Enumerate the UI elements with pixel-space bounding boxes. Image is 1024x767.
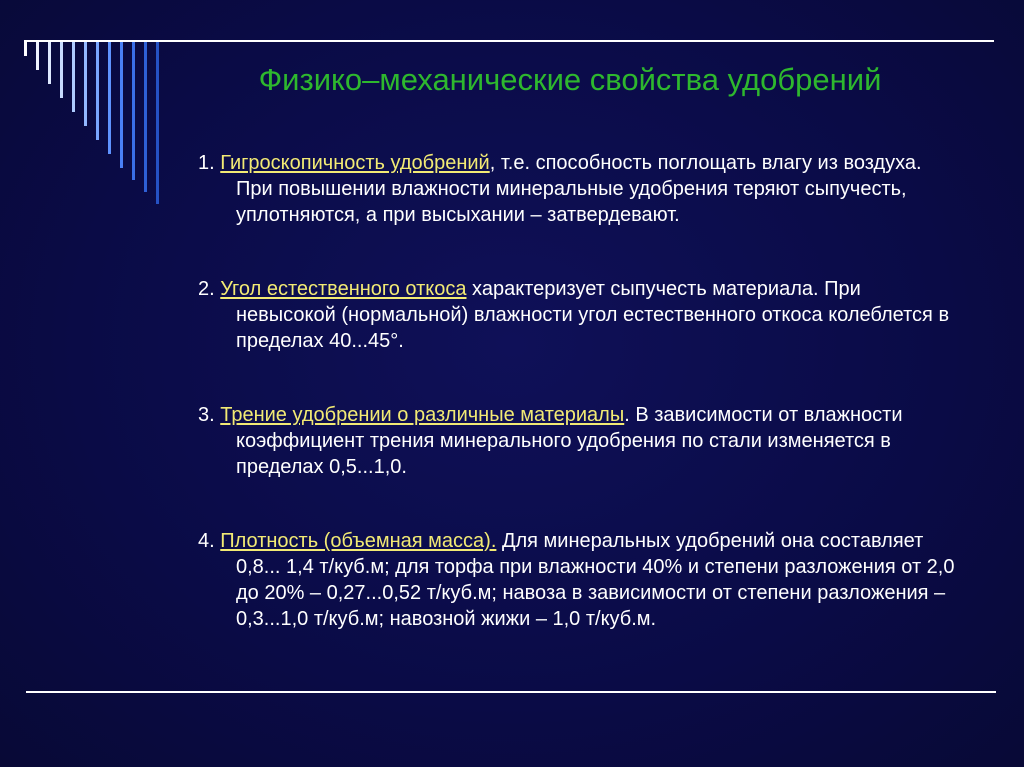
item-text: . В зависимости от влажности коэффициент трения минерального удобрения по стали изменяется в пределах 0,5...1,0. xyxy=(236,404,903,478)
bottom-divider xyxy=(26,691,996,693)
top-divider xyxy=(26,40,994,42)
item-term: Гигроскопичность удобрений xyxy=(220,152,490,174)
item-number: 2. xyxy=(198,278,221,300)
list-item xyxy=(198,276,958,354)
item-number: 4. xyxy=(198,530,221,552)
item-number: 1. xyxy=(198,152,221,174)
item-number: 3. xyxy=(198,404,221,426)
list-item xyxy=(198,150,958,228)
list-item xyxy=(198,402,958,480)
item-term: Трение удобрении о различные материалы xyxy=(220,404,625,426)
list-item xyxy=(198,528,958,632)
item-text: , т.е. способность поглощать влагу из воздуха. При повышении влажности минеральные удобрения теряют сыпучесть, уплотняются, а при высыхании – затвердевают. xyxy=(236,152,922,226)
item-term: Плотность (объемная масса). xyxy=(220,530,497,552)
content-list xyxy=(198,150,958,680)
item-term: Угол естественного откоса xyxy=(220,278,467,300)
item-text: характеризует сыпучесть материала. При невысокой (нормальной) влажности угол естественного откоса колеблется в пределах 40...45°. xyxy=(236,278,950,352)
item-text: Для минеральных удобрений она составляет 0,8... 1,4 т/куб.м; для торфа при влажности 40% и степени разложения от 2,0 до 20% – 0,27...0,52 т/куб.м; навоза в зависимости от степени разложения – 0,3...1,0 т/куб.м; навозной жижи – 1,0 т/куб.м. xyxy=(236,530,955,630)
decorative-stripes xyxy=(0,0,200,220)
slide-title: Физико–механические свойства удобрений xyxy=(258,62,882,97)
